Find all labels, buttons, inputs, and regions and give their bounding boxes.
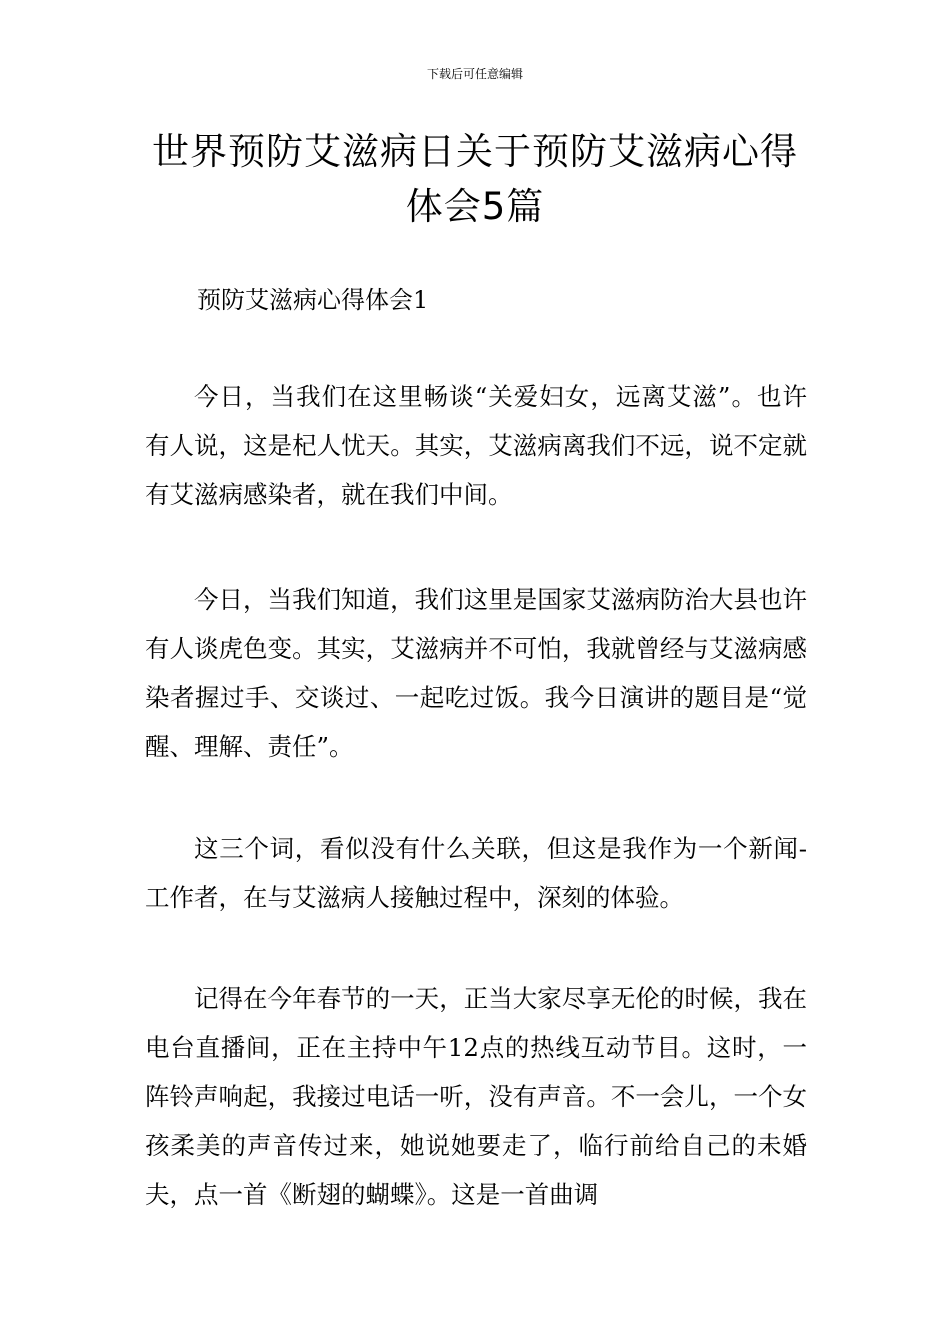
section-heading: 预防艾滋病心得体会1 xyxy=(197,286,429,314)
document-title: 世界预防艾滋病日关于预防艾滋病心得体会5篇 xyxy=(152,130,798,228)
body-paragraph: 今日，当我们在这里畅谈“关爱妇女，远离艾滋”。也许有人说，这是杞人忧天。其实，艾滋病离我们不远，说不定就有艾滋病感染者，就在我们中间。 xyxy=(145,382,807,509)
body-paragraph: 记得在今年春节的一天，正当大家尽享无伦的时候，我在电台直播间，正在主持中午12点的热线互动节目。这时，一阵铃声响起，我接过电话一听，没有声音。不一会儿，一个女孩柔美的声音传过来，她说她要走了，临行前给自己的未婚夫，点一首《断翅的蝴蝶》。这是一首曲调 xyxy=(145,984,807,1209)
header-note: 下载后可任意编辑 xyxy=(426,67,523,81)
body-paragraph: 今日，当我们知道，我们这里是国家艾滋病防治大县也许有人谈虎色变。其实，艾滋病并不可怕，我就曾经与艾滋病感染者握过手、交谈过、一起吃过饭。我今日演讲的题目是“觉醒、理解、责任”。 xyxy=(145,585,807,761)
body-paragraph: 这三个词，看似没有什么关联，但这是我作为一个新闻-工作者，在与艾滋病人接触过程中，深刻的体验。 xyxy=(145,834,807,912)
